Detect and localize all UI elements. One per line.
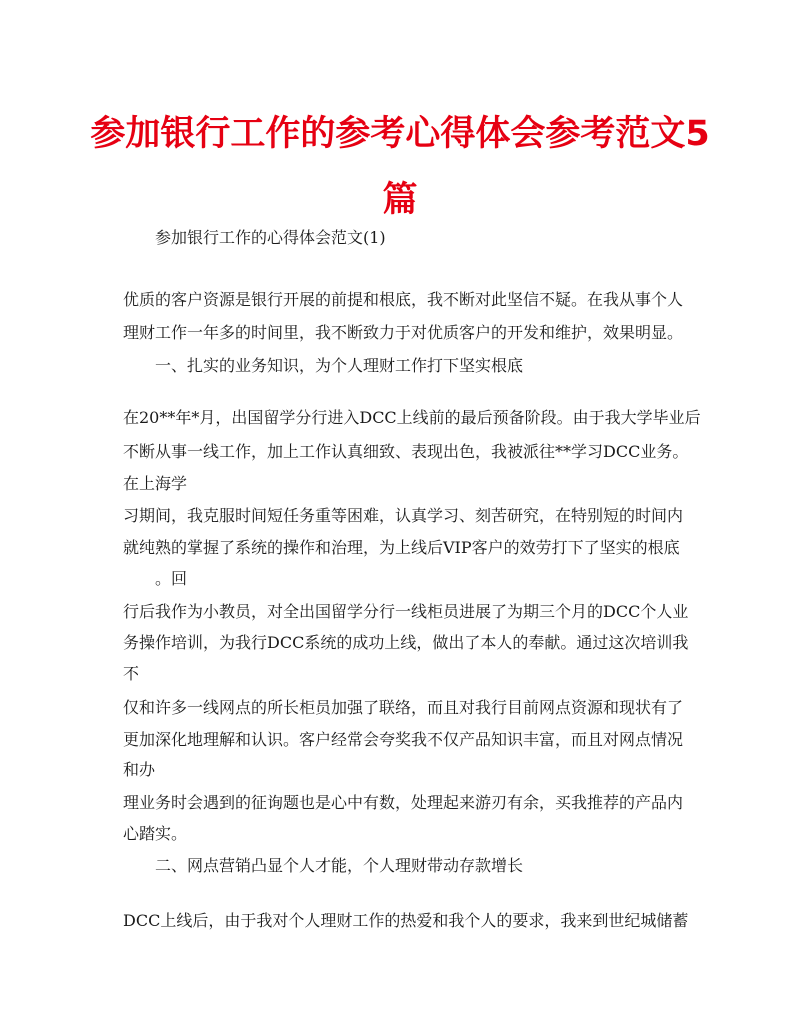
paragraph-line: 理业务时会遇到的征询题也是心中有数，处理起来游刃有余，买我推荐的产品内 xyxy=(123,793,684,812)
paragraph-line: 更加深化地理解和认识。客户经常会夸奖我不仅产品知识丰富，而且对网点情况 xyxy=(123,730,684,749)
paragraph-line: 就纯熟的掌握了系统的操作和治理，为上线后VIP客户的效劳打下了坚实的根底 xyxy=(123,538,680,557)
paragraph-line: 行后我作为小教员，对全出国留学分行一线柜员进展了为期三个月的DCC个人业 xyxy=(123,602,689,621)
paragraph-line: 在上海学 xyxy=(123,474,188,493)
paragraph-line: 。回 xyxy=(155,569,188,588)
paragraph-line: 优质的客户资源是银行开展的前提和根底，我不断对此坚信不疑。在我从事个人 xyxy=(123,290,684,309)
paragraph-line: 在20**年*月，出国留学分行进入DCC上线前的最后预备阶段。由于我大学毕业后 xyxy=(123,408,701,427)
paragraph-line: 务操作培训，为我行DCC系统的成功上线，做出了本人的奉献。通过这次培训我 xyxy=(123,633,689,652)
paragraph-line: 仅和许多一线网点的所长柜员加强了联络，而且对我行目前网点资源和现状有了 xyxy=(123,698,684,717)
document-title: 参加银行工作的参考心得体会参考范文5 xyxy=(90,114,710,154)
paragraph-line: 不 xyxy=(123,664,140,683)
paragraph-line: 习期间，我克服时间短任务重等困难，认真学习、刻苦研究，在特别短的时间内 xyxy=(123,506,684,525)
paragraph-line: DCC上线后，由于我对个人理财工作的热爱和我个人的要求，我来到世纪城储蓄 xyxy=(123,911,689,930)
paragraph-line: 理财工作一年多的时间里，我不断致力于对优质客户的开发和维护，效果明显。 xyxy=(123,323,684,342)
document-title-continued: 篇 xyxy=(382,180,418,220)
subheading: 二、网点营销凸显个人才能，个人理财带动存款增长 xyxy=(155,856,524,875)
section-heading: 参加银行工作的心得体会范文(1) xyxy=(155,228,386,247)
subheading: 一、扎实的业务知识，为个人理财工作打下坚实根底 xyxy=(155,356,524,375)
paragraph-line: 不断从事一线工作，加上工作认真细致、表现出色，我被派往**学习DCC业务。 xyxy=(123,442,689,461)
paragraph-line: 和办 xyxy=(123,760,156,779)
paragraph-line: 心踏实。 xyxy=(123,824,188,843)
